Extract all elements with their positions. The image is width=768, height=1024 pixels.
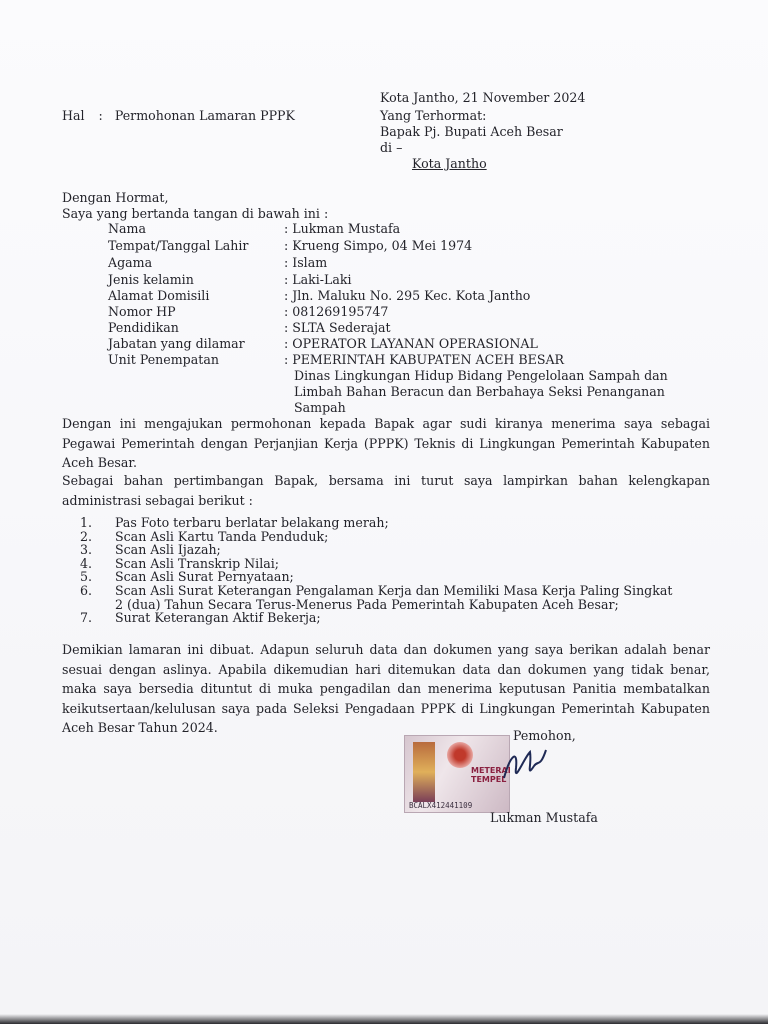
list-text: 2 (dua) Tahun Secara Terus-Menerus Pada Pemerintah Kabupaten Aceh Besar; <box>115 596 619 612</box>
list-item <box>80 516 720 530</box>
identity-label: Jabatan yang dilamar <box>108 336 245 351</box>
subject-label: Hal <box>62 108 85 123</box>
list-number: 2. <box>80 528 93 544</box>
list-text: Scan Asli Surat Pernyataan; <box>115 569 294 585</box>
declaration-paragraph <box>62 640 710 738</box>
identity-value: : Krueng Simpo, 04 Mei 1974 <box>284 238 473 253</box>
meterai-stamp <box>404 735 510 813</box>
declaration-text: Demikian lamaran ini dibuat. Adapun seluruh data dan dokumen yang saya berikan adalah benar sesuai dengan aslinya. Apabila dikemudian hari ditemukan data dan dokumen yang tidak benar, maka saya bersedia dituntut di muka pengadilan dan menerima keputusan Panitia membatalkan keikutsertaan/kelulusan saya pada Seleksi Pengadaan PPPK di Lingkungan Pemerintah Kabupaten Aceh Besar Tahun 2024. <box>62 642 710 735</box>
identity-label: Nama <box>108 221 146 236</box>
list-item <box>80 543 720 557</box>
subject-colon: : <box>98 108 103 123</box>
identity-label: Pendidikan <box>108 320 179 335</box>
identity-label: Nomor HP <box>108 304 176 319</box>
identity-value: : Lukman Mustafa <box>284 221 401 236</box>
subject-value: Permohonan Lamaran PPPK <box>114 108 295 123</box>
stamp-band-icon <box>413 742 435 802</box>
recipient-line-2: Bapak Pj. Bupati Aceh Besar <box>380 124 563 139</box>
list-text: Scan Asli Ijazah; <box>115 542 221 558</box>
identity-label: Alamat Domisili <box>108 288 210 303</box>
list-item <box>80 598 720 612</box>
list-number: 4. <box>80 555 93 571</box>
list-text: Surat Keterangan Aktif Bekerja; <box>115 610 321 626</box>
stamp-line-1: METERAI <box>471 766 511 775</box>
stamp-code: BCALX412441109 <box>409 801 473 810</box>
identity-label: Agama <box>108 255 153 270</box>
list-text: Pas Foto terbaru berlatar belakang merah; <box>115 515 389 530</box>
salutation: Dengan Hormat, <box>62 190 169 205</box>
list-number: 7. <box>80 610 93 626</box>
identity-label: Unit Penempatan <box>108 352 219 367</box>
list-number: 3. <box>80 542 93 558</box>
signer-name: Lukman Mustafa <box>490 810 598 825</box>
recipient-line-1: Yang Terhormat: <box>380 108 487 123</box>
attachment-list <box>80 516 720 625</box>
identity-value: : 081269195747 <box>284 304 389 319</box>
identity-value: : Laki-Laki <box>284 272 352 287</box>
list-item <box>80 557 720 571</box>
request-paragraph <box>62 414 710 473</box>
identity-label: Jenis kelamin <box>108 272 194 287</box>
intro-text: Saya yang bertanda tangan di bawah ini : <box>62 206 329 221</box>
scan-edge <box>0 1014 768 1024</box>
list-text: Scan Asli Kartu Tanda Penduduk; <box>115 528 329 544</box>
subject-line <box>62 108 295 123</box>
list-item <box>80 611 720 625</box>
unit-detail-line: Dinas Lingkungan Hidup Bidang Pengelolaan Sampah dan <box>294 368 668 383</box>
list-text: Scan Asli Transkrip Nilai; <box>115 555 280 571</box>
identity-value: : OPERATOR LAYANAN OPERASIONAL <box>284 336 538 351</box>
garuda-emblem-icon <box>447 742 473 768</box>
letter-date: Kota Jantho, 21 November 2024 <box>380 90 586 105</box>
identity-value: : PEMERINTAH KABUPATEN ACEH BESAR <box>284 352 565 367</box>
list-number: 6. <box>80 582 93 598</box>
unit-detail-line: Limbah Bahan Beracun dan Berbahaya Seksi Penanganan <box>294 384 665 399</box>
list-item <box>80 584 720 598</box>
list-item <box>80 570 720 584</box>
recipient-line-3: di – <box>380 140 403 155</box>
list-number: 5. <box>80 569 93 585</box>
list-text: Scan Asli Surat Keterangan Pengalaman Kerja dan Memiliki Masa Kerja Paling Singkat <box>115 582 673 598</box>
identity-label: Tempat/Tanggal Lahir <box>108 238 249 253</box>
identity-value: : SLTA Sederajat <box>284 320 391 335</box>
recipient-city: Kota Jantho <box>412 156 487 171</box>
attachment-intro-text: Sebagai bahan pertimbangan Bapak, bersama ini turut saya lampirkan bahan kelengkapan administrasi sebagai berikut : <box>62 473 710 508</box>
list-number: 1. <box>80 515 93 530</box>
stamp-line-2: TEMPEL <box>471 775 507 784</box>
list-item <box>80 530 720 544</box>
attachment-intro-paragraph <box>62 471 710 510</box>
request-text: Dengan ini mengajukan permohonan kepada Bapak agar sudi kiranya menerima saya sebagai Pegawai Pemerintah dengan Perjanjian Kerja (PPPK) Teknis di Lingkungan Pemerintah Kabupaten Aceh Besar. <box>62 416 710 470</box>
identity-value: : Islam <box>284 255 328 270</box>
signature-icon <box>496 738 556 794</box>
identity-value: : Jln. Maluku No. 295 Kec. Kota Jantho <box>284 288 531 303</box>
unit-detail-line: Sampah <box>294 400 346 415</box>
pemohon-label: Pemohon, <box>513 728 576 743</box>
